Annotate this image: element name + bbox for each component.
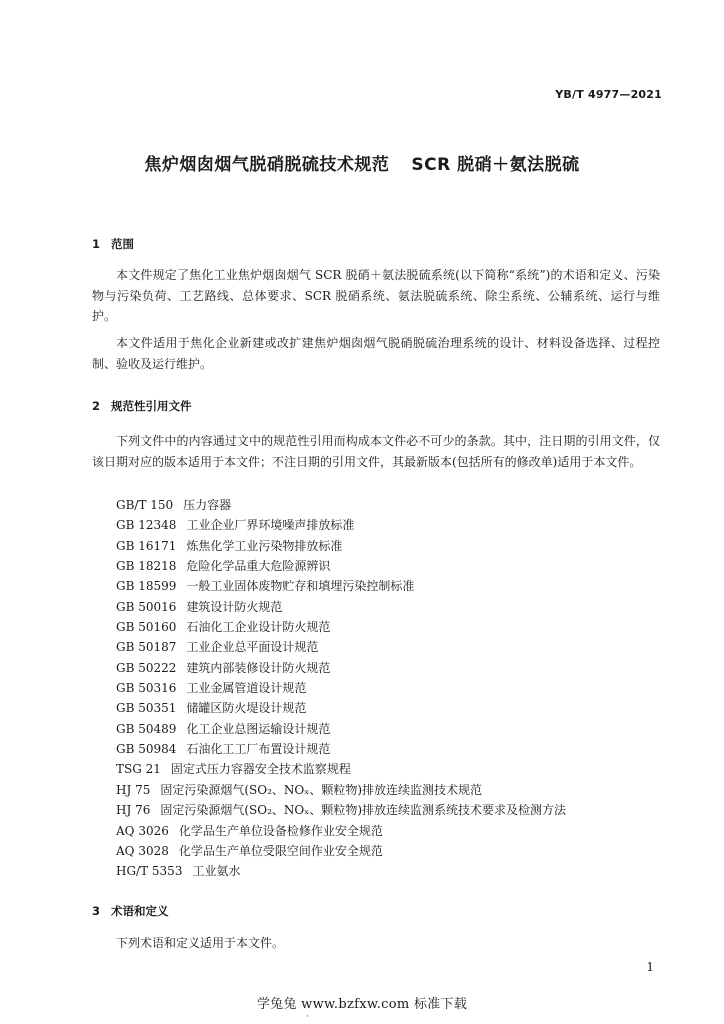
reference-item — [116, 698, 566, 718]
reference-item — [116, 637, 566, 657]
reference-title: 工业氨水 — [192, 864, 241, 879]
reference-code: HJ 76 — [116, 803, 151, 818]
reference-code: GB 18599 — [116, 579, 177, 594]
reference-item — [116, 739, 566, 759]
section-1-paragraph-2: 本文件适用于焦化企业新建或改扩建焦炉烟囱烟气脱硝脱硫治理系统的设计、材料设备选择、过程控制、验收及运行维护。 — [92, 336, 660, 371]
section-1-title: 范围 — [111, 237, 134, 251]
reference-code: GB/T 150 — [116, 498, 174, 512]
reference-code: GB 12348 — [116, 518, 177, 533]
reference-item — [116, 861, 566, 881]
footer-watermark: 学兔兔 www.bzfxw.com 标准下载 — [256, 997, 468, 1012]
reference-code: HJ 75 — [116, 782, 151, 797]
reference-item — [116, 515, 566, 535]
reference-item — [116, 759, 566, 779]
reference-title: 压力容器 — [183, 498, 232, 512]
reference-title: 工业企业厂界环境噪声排放标准 — [186, 518, 355, 533]
section-3-paragraph: 下列术语和定义适用于本文件。 — [116, 936, 285, 950]
reference-item — [116, 617, 566, 637]
section-1-heading — [92, 236, 134, 252]
reference-title: 建筑内部装修设计防火规范 — [186, 660, 331, 675]
reference-item — [116, 678, 566, 698]
section-3-title: 术语和定义 — [111, 904, 169, 918]
section-1-paragraph-1: 本文件规定了焦化工业焦炉烟囱烟气 SCR 脱硝＋氨法脱硫系统(以下简称“系统”)的术语和定义、污染物与污染负荷、工艺路线、总体要求、SCR 脱硝系统、氨法脱硫系统、除尘系统、公辅系统、运行与维护。 — [92, 268, 660, 323]
reference-title: 石油化工工厂布置设计规范 — [186, 742, 331, 757]
reference-item — [116, 841, 566, 861]
reference-code: GB 50489 — [116, 721, 177, 736]
reference-item — [116, 597, 566, 617]
reference-code: HG/T 5353 — [116, 864, 183, 879]
reference-code: GB 50984 — [116, 742, 177, 757]
reference-title: 危险化学品重大危险源辨识 — [186, 559, 331, 574]
document-title — [0, 150, 724, 175]
reference-title: 工业企业总平面设计规范 — [186, 640, 319, 655]
reference-code: GB 50016 — [116, 599, 177, 614]
reference-item — [116, 658, 566, 678]
reference-title: 化工企业总图运输设计规范 — [186, 721, 331, 736]
section-2-heading — [92, 398, 192, 414]
reference-title: 固定污染源烟气(SO₂、NOₓ、颗粒物)排放连续监测系统技术要求及检测方法 — [160, 803, 567, 818]
reference-title: 工业金属管道设计规范 — [186, 681, 307, 696]
reference-item — [116, 576, 566, 596]
section-3-heading — [92, 903, 169, 919]
reference-title: 化学品生产单位设备检修作业安全规范 — [178, 823, 383, 838]
reference-title: 一般工业固体废物贮存和填埋污染控制标准 — [186, 579, 415, 594]
reference-item — [116, 719, 566, 739]
reference-item — [116, 556, 566, 576]
reference-title: 储罐区防火堤设计规范 — [186, 701, 307, 716]
reference-item — [116, 495, 566, 515]
footer-mark: · — [306, 1012, 309, 1022]
reference-code: AQ 3026 — [116, 823, 169, 838]
section-2-title: 规范性引用文件 — [111, 399, 192, 413]
reference-item — [116, 821, 566, 841]
page-number: 1 — [646, 960, 654, 974]
reference-code: GB 50316 — [116, 681, 177, 696]
reference-code: GB 18218 — [116, 559, 177, 574]
reference-item — [116, 800, 566, 820]
reference-title: 固定污染源烟气(SO₂、NOₓ、颗粒物)排放连续监测技术规范 — [160, 782, 483, 797]
reference-title: 炼焦化学工业污染物排放标准 — [186, 538, 343, 553]
section-2-paragraph: 下列文件中的内容通过文中的规范性引用而构成本文件必不可少的条款。其中，注日期的引用文件，仅该日期对应的版本适用于本文件；不注日期的引用文件，其最新版本(包括所有的修改单)适用于本文件。 — [92, 434, 660, 469]
title-sub: SCR 脱硝＋氨法脱硫 — [411, 155, 580, 175]
title-main: 焦炉烟囱烟气脱硝脱硫技术规范 — [144, 155, 390, 175]
reference-title: 建筑设计防火规范 — [186, 599, 283, 614]
standard-code: YB/T 4977—2021 — [555, 88, 662, 101]
reference-code: GB 16171 — [116, 538, 177, 553]
reference-title: 固定式压力容器安全技术监察规程 — [170, 762, 351, 777]
reference-code: GB 50160 — [116, 620, 177, 635]
normative-references-list — [116, 495, 566, 882]
reference-title: 石油化工企业设计防火规范 — [186, 620, 331, 635]
reference-title: 化学品生产单位受限空间作业安全规范 — [178, 843, 383, 858]
section-3-number: 3 — [92, 904, 101, 918]
reference-code: GB 50187 — [116, 640, 177, 655]
reference-item — [116, 536, 566, 556]
reference-code: AQ 3028 — [116, 843, 169, 858]
section-2-number: 2 — [92, 399, 101, 413]
reference-code: GB 50351 — [116, 701, 177, 716]
reference-item — [116, 780, 566, 800]
reference-code: GB 50222 — [116, 660, 177, 675]
reference-code: TSG 21 — [116, 762, 161, 777]
section-1-number: 1 — [92, 237, 101, 251]
